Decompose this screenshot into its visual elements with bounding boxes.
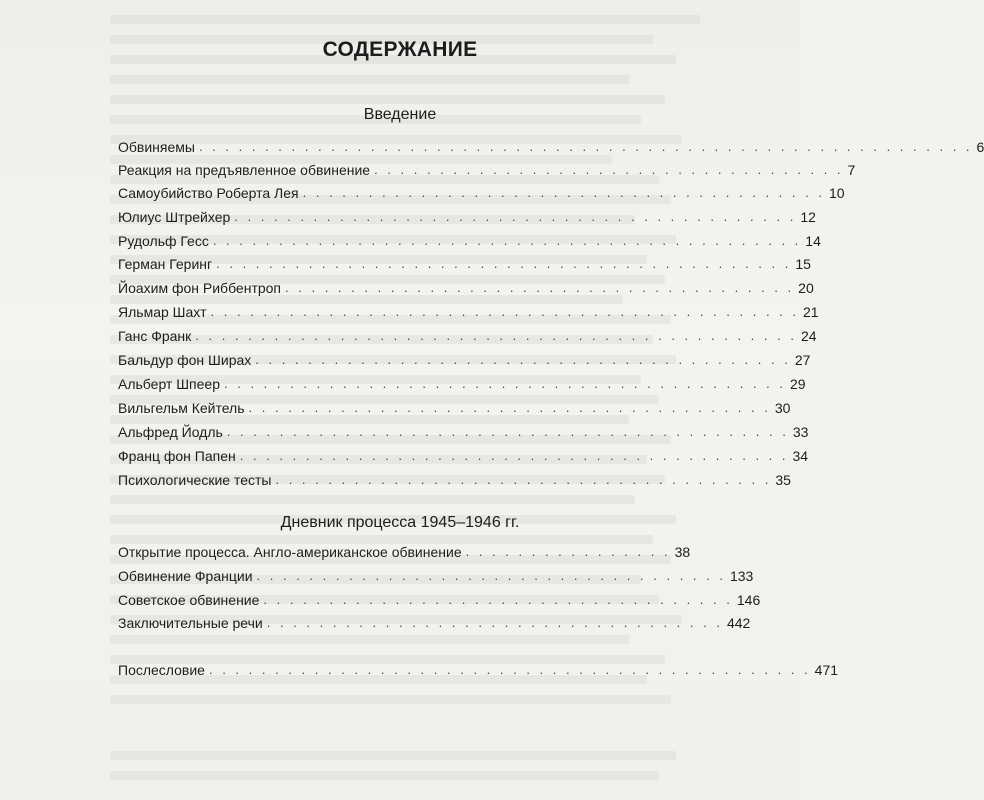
leader-dots: . . . . . . . . . . . . . . . .: [465, 544, 671, 559]
toc-entry-page: 27: [794, 352, 811, 368]
leader-dots: . . . . . . . . . . . . . . . . . . . . . . . . . . . . . . . . . . . . . . . . . . . .: [216, 256, 792, 271]
toc-entry-page: 12: [800, 209, 816, 225]
toc-entry-title: Рудольф Гесс: [118, 233, 209, 249]
toc-entry[interactable]: [118, 421, 809, 441]
toc-entry[interactable]: [118, 373, 806, 393]
leader-dots: . . . . . . . . . . . . . . . . . . . . . . . . . . . . . . . . . . . . . . . . . . . . . .: [208, 662, 811, 677]
toc-entry-title: Обвиняемы: [118, 139, 195, 155]
toc-entry[interactable]: [118, 206, 816, 226]
toc-entry-title: Вильгельм Кейтель: [118, 400, 245, 416]
toc-entry[interactable]: [118, 469, 791, 489]
toc-entry-title: Яльмар Шахт: [118, 304, 207, 320]
toc-entry[interactable]: [118, 565, 754, 585]
toc-entry-title: Советское обвинение: [118, 592, 260, 608]
toc-entry-page: 21: [803, 304, 819, 320]
toc-entry-page: 35: [775, 472, 791, 488]
toc-entry-title: Ганс Франк: [118, 328, 192, 344]
toc-entry[interactable]: [118, 277, 814, 297]
leader-dots: . . . . . . . . . . . . . . . . . . . . . . . . . . . . . . . . . . . .: [263, 592, 733, 607]
section-heading-introduction: Введение: [363, 106, 437, 123]
toc-entry-page: 471: [814, 662, 839, 678]
toc-entry-page: 14: [805, 233, 821, 249]
toc-entry[interactable]: [118, 612, 751, 632]
toc-entry-page: 133: [729, 568, 754, 584]
leader-dots: . . . . . . . . . . . . . . . . . . . . . . . . . . . . . . . . . . . . . . . . . . .: [224, 376, 787, 391]
leader-dots: . . . . . . . . . . . . . . . . . . . . . . . . . . . . . . . . . . . . . . . . . . . . . .: [195, 328, 797, 343]
toc-entry[interactable]: [118, 349, 811, 369]
toc-entry[interactable]: [118, 159, 856, 179]
toc-entry-afterword[interactable]: [118, 659, 839, 679]
leader-dots: . . . . . . . . . . . . . . . . . . . . . . . . . . . . . . . . . . . . . . . .: [302, 185, 825, 200]
toc-entry-title: Послесловие: [118, 662, 205, 678]
toc-entry-title: Герман Геринг: [118, 256, 213, 272]
leader-dots: . . . . . . . . . . . . . . . . . . . . . . . . . . . . . . . . . . . . . . . . . .: [239, 448, 789, 463]
toc-entry[interactable]: [118, 253, 811, 273]
leader-dots: . . . . . . . . . . . . . . . . . . . . . . . . . . . . . . . . . . . . . . . . . . . . .: [212, 233, 802, 248]
toc-entry-page: 33: [792, 424, 809, 440]
section-heading-trial-diary: Дневник процесса 1945–1946 гг.: [280, 514, 520, 531]
toc-entry-title: Заключительные речи: [118, 615, 263, 631]
toc-entry-page: 10: [828, 185, 845, 201]
toc-entry-page: 30: [774, 400, 791, 416]
toc-entry-title: Йоахим фон Риббентроп: [118, 280, 282, 296]
toc-entry-page: 20: [798, 280, 814, 296]
toc-entry-page: 15: [795, 256, 811, 272]
toc-entry-title: Психологические тесты: [118, 472, 272, 488]
toc-entry[interactable]: [118, 301, 819, 321]
toc-entry[interactable]: [118, 325, 817, 345]
toc-entry-title: Юлиус Штрейхер: [118, 209, 231, 225]
leader-dots: . . . . . . . . . . . . . . . . . . . . . . . . . . . . . . . . . . .: [266, 615, 723, 630]
toc-entry[interactable]: [118, 136, 984, 156]
toc-entry[interactable]: [118, 589, 761, 609]
leader-dots: . . . . . . . . . . . . . . . . . . . . . . . . . . . . . . . . . . . . . .: [275, 472, 772, 487]
leader-dots: . . . . . . . . . . . . . . . . . . . . . . . . . . . . . . . . . . . . . . . . .: [255, 352, 791, 367]
toc-entry-title: Обвинение Франции: [118, 568, 253, 584]
toc-entry-page: 24: [800, 328, 817, 344]
toc-entry-title: Самоубийство Роберта Лея: [118, 185, 299, 201]
toc-entry-title: Реакция на предъявленное обвинение: [118, 162, 371, 178]
toc-entry-title: Открытие процесса. Англо-американское обвинение: [118, 544, 462, 560]
toc-entry[interactable]: [118, 230, 821, 250]
toc-entry[interactable]: [118, 397, 791, 417]
leader-dots: . . . . . . . . . . . . . . . . . . . . . . . . . . . . . . . . . . . . . . .: [285, 280, 795, 295]
toc-entry-page: 34: [792, 448, 809, 464]
toc-entry[interactable]: [118, 541, 691, 561]
leader-dots: . . . . . . . . . . . . . . . . . . . . . . . . . . . . . . . . . . . .: [374, 162, 844, 177]
toc-entry-page: 146: [736, 592, 761, 608]
toc-entry-page: 6: [976, 139, 984, 155]
leader-dots: . . . . . . . . . . . . . . . . . . . . . . . . . . . . . . . . . . . . . . . . . . .: [226, 424, 789, 439]
leader-dots: . . . . . . . . . . . . . . . . . . . . . . . . . . . . . . . . . . . .: [256, 568, 726, 583]
leader-dots: . . . . . . . . . . . . . . . . . . . . . . . . . . . . . . . . . . . . . . . . . . . . .: [210, 304, 799, 319]
page-title: СОДЕРЖАНИЕ: [322, 38, 478, 61]
toc-entry-page: 7: [847, 162, 856, 178]
leader-dots: . . . . . . . . . . . . . . . . . . . . . . . . . . . . . . . . . . . . . . . .: [248, 400, 771, 415]
toc-entry-title: Альфред Йодль: [118, 424, 223, 440]
show-through-text-bottom: [110, 740, 700, 791]
leader-dots: . . . . . . . . . . . . . . . . . . . . . . . . . . . . . . . . . . . . . . . . . . .: [234, 209, 797, 224]
toc-entry-title: Альберт Шпеер: [118, 376, 220, 392]
toc-entry-title: Франц фон Папен: [118, 448, 236, 464]
leader-dots: . . . . . . . . . . . . . . . . . . . . . . . . . . . . . . . . . . . . . . . . . . . . . . . . . . . . . . . . . . .: [198, 139, 973, 154]
toc-entry[interactable]: [118, 182, 845, 202]
toc-entry-page: 29: [790, 376, 806, 392]
toc-entry[interactable]: [118, 445, 809, 465]
toc-entry-page: 442: [726, 615, 751, 631]
toc-entry-title: Бальдур фон Ширах: [118, 352, 252, 368]
toc-entry-page: 38: [674, 544, 691, 560]
